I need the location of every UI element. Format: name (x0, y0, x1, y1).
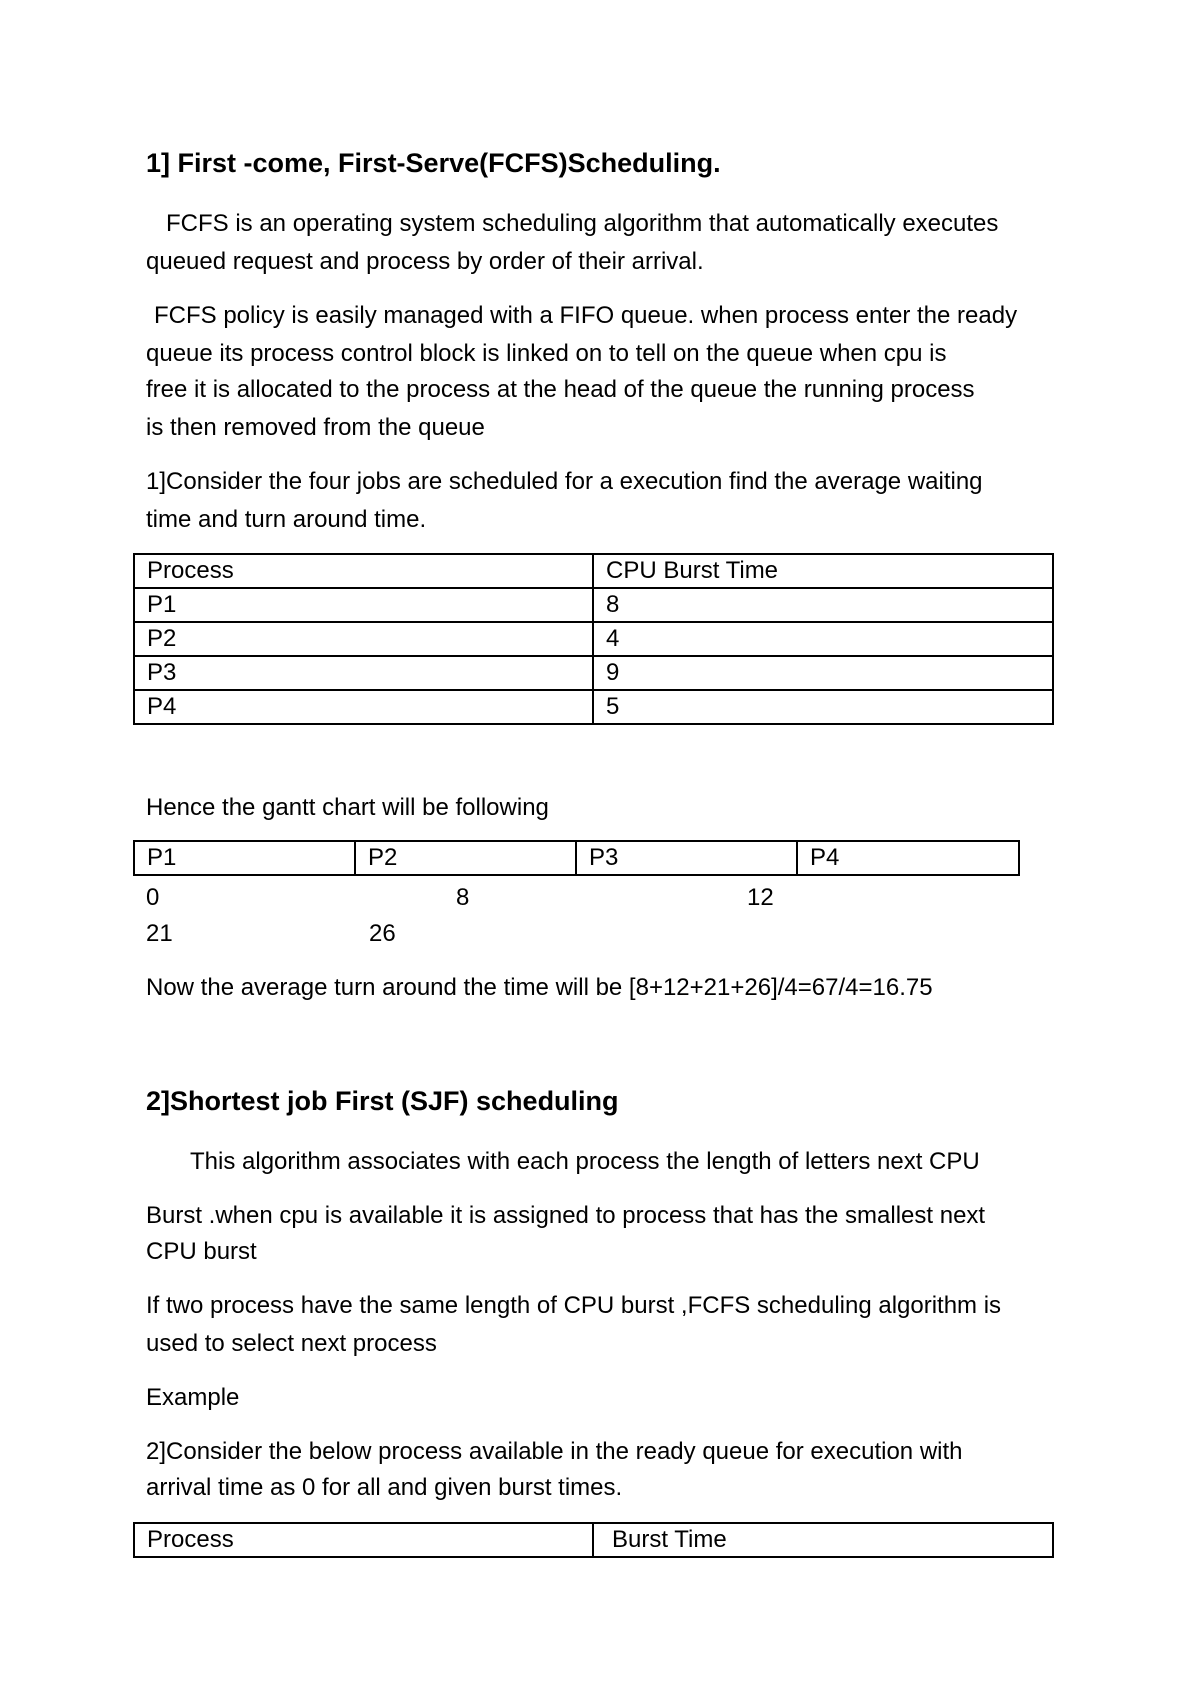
burst-time-table (133, 553, 1054, 725)
table-cell: P1 (134, 588, 593, 622)
table-cell: 8 (593, 588, 1053, 622)
table-row (134, 690, 1053, 724)
section1-question-line1: 1]Consider the four jobs are scheduled for a execution find the average waiting (146, 468, 983, 495)
section2-para2-line2: CPU burst (146, 1238, 257, 1265)
section2-question-line1: 2]Consider the below process available in the ready queue for execution with (146, 1438, 963, 1465)
section2-para2-line1: Burst .when cpu is available it is assigned to process that has the smallest next (146, 1202, 986, 1229)
table-header-cell: Process (134, 554, 593, 588)
gantt-time-label: 26 (369, 920, 396, 947)
table-header-cell: Burst Time (593, 1523, 1053, 1557)
table-cell: P2 (134, 622, 593, 656)
section1-para2-line1: FCFS policy is easily managed with a FIFO queue. when process enter the ready (154, 302, 1018, 329)
gantt-chart (133, 840, 1020, 876)
gantt-cell: P2 (355, 841, 576, 875)
gantt-time-label: 21 (146, 920, 173, 947)
section1-para2-line4: is then removed from the queue (146, 414, 485, 441)
gantt-row (134, 841, 1019, 875)
section2-para3-line2: used to select next process (146, 1330, 437, 1357)
gantt-time-label: 12 (747, 884, 774, 911)
table-cell: P4 (134, 690, 593, 724)
table-cell: P3 (134, 656, 593, 690)
section1-para1-line1: FCFS is an operating system scheduling algorithm that automatically executes (166, 210, 999, 237)
table-cell: 9 (593, 656, 1053, 690)
table-cell: 4 (593, 622, 1053, 656)
section2-question-line2: arrival time as 0 for all and given burst times. (146, 1474, 623, 1501)
table-header-row (134, 554, 1053, 588)
section2-para3-line1: If two process have the same length of CPU burst ,FCFS scheduling algorithm is (146, 1292, 1002, 1319)
gantt-cell: P3 (576, 841, 797, 875)
section1-para2-line2: queue its process control block is linked on to tell on the queue when cpu is (146, 340, 947, 367)
turnaround-result: Now the average turn around the time will be [8+12+21+26]/4=67/4=16.75 (146, 974, 933, 1001)
gantt-intro: Hence the gantt chart will be following (146, 794, 549, 821)
gantt-cell: P4 (797, 841, 1019, 875)
section1-heading: 1] First -come, First-Serve(FCFS)Scheduling. (146, 148, 721, 178)
gantt-time-label: 8 (456, 884, 470, 911)
gantt-cell: P1 (134, 841, 355, 875)
table-row (134, 622, 1053, 656)
table-header-cell: CPU Burst Time (593, 554, 1053, 588)
section1-para2-line3: free it is allocated to the process at the head of the queue the running process (146, 376, 975, 403)
table-row (134, 656, 1053, 690)
section2-para1: This algorithm associates with each process the length of letters next CPU (190, 1148, 980, 1175)
section2-heading: 2]Shortest job First (SJF) scheduling (146, 1086, 619, 1116)
table-cell: 5 (593, 690, 1053, 724)
example-label: Example (146, 1384, 240, 1411)
table-header-cell: Process (134, 1523, 593, 1557)
table-row (134, 588, 1053, 622)
gantt-time-label: 0 (146, 884, 160, 911)
section1-question-line2: time and turn around time. (146, 506, 427, 533)
sjf-burst-table (133, 1522, 1054, 1558)
table-header-row (134, 1523, 1053, 1557)
section1-para1-line2: queued request and process by order of their arrival. (146, 248, 704, 275)
